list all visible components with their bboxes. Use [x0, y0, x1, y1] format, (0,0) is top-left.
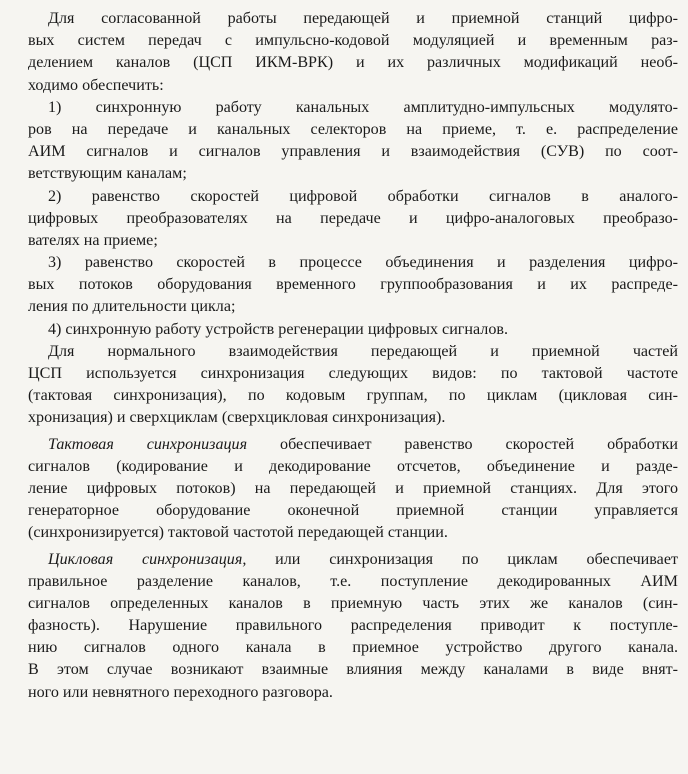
text-line: 1) синхронную работу канальных амплитудно-импульсных модулято- [48, 98, 678, 116]
text-span: обеспечивает равенство скоростей обработки [247, 435, 678, 453]
text-line: сигналов (кодирование и декодирование отсчетов, объединение и разде- [28, 457, 678, 475]
italic-term: Цикловая синхронизация, [48, 550, 247, 568]
text-line: сигналов определенных каналов в приемную часть этих же каналов (син- [28, 594, 678, 612]
text-line: хронизация) и сверхциклам (сверхцикловая синхронизация). [28, 409, 446, 427]
text-line [28, 549, 678, 571]
text-line: (тактовая синхронизация), по кодовым группам, по циклам (цикловая син- [28, 387, 678, 405]
text-line: АИМ сигналов и сигналов управления и взаимодействия (СУВ) по соот- [28, 143, 678, 161]
text-line: 4) синхронную работу устройств регенерации цифровых сигналов. [48, 320, 508, 338]
text-line: ров на передаче и канальных селекторов на приеме, т. е. распределение [28, 120, 678, 138]
paragraph [28, 8, 678, 97]
text-line: делением каналов (ЦСП ИКМ-ВРК) и их различных модификаций необ- [28, 54, 678, 72]
list-item [28, 186, 678, 253]
list-item [28, 319, 678, 341]
text-line: цифровых преобразователях на передаче и цифро-аналоговых преобразо- [28, 209, 678, 227]
text-line: вых потоков оборудования временного группообразования и их распреде- [28, 276, 678, 294]
text-line: правильное разделение каналов, т.е. поступление декодированных АИМ [28, 572, 678, 590]
paragraph [28, 549, 678, 704]
text-line: В этом случае возникают взаимные влияния между каналами в виде внят- [28, 661, 678, 679]
list-item [28, 252, 678, 319]
paragraph [28, 341, 678, 430]
text-line: ветствующим каналам; [28, 165, 187, 183]
text-line: нию сигналов одного канала в приемное устройство другого канала. [28, 639, 678, 657]
text-line: ходимо обеспечить: [28, 76, 164, 94]
text-line: Для нормального взаимодействия передающей и приемной частей [48, 342, 678, 360]
text-line: Для согласованной работы передающей и приемной станций цифро- [48, 10, 678, 27]
text-line: генераторное оборудование оконечной приемной станции управляется [28, 502, 678, 520]
list-item [28, 97, 678, 186]
text-line [28, 434, 678, 456]
text-line: вателях на приеме; [28, 231, 158, 249]
text-line: 2) равенство скоростей цифровой обработки сигналов в аналого- [48, 187, 678, 205]
italic-term: Тактовая синхронизация [48, 435, 248, 453]
text-line: фазность). Нарушение правильного распределения приводит к поступле- [28, 617, 678, 635]
text-line: вых систем передач с импульсно-кодовой модуляцией и временным раз- [28, 32, 678, 50]
text-line: (синхронизируется) тактовой частотой передающей станции. [28, 524, 448, 542]
text-span: или синхронизация по циклам обеспечивает [246, 550, 679, 568]
paragraph [28, 434, 678, 545]
text-line: ление цифровых потоков) на передающей и приемной станциях. Для этого [28, 479, 678, 497]
text-line: ного или невнятного переходного разговора. [28, 683, 333, 701]
text-line: ЦСП используется синхронизация следующих видов: по тактовой частоте [28, 365, 678, 382]
text-line: ления по длительности цикла; [28, 298, 236, 316]
text-line: 3) равенство скоростей в процессе объединения и разделения цифро- [48, 254, 678, 272]
